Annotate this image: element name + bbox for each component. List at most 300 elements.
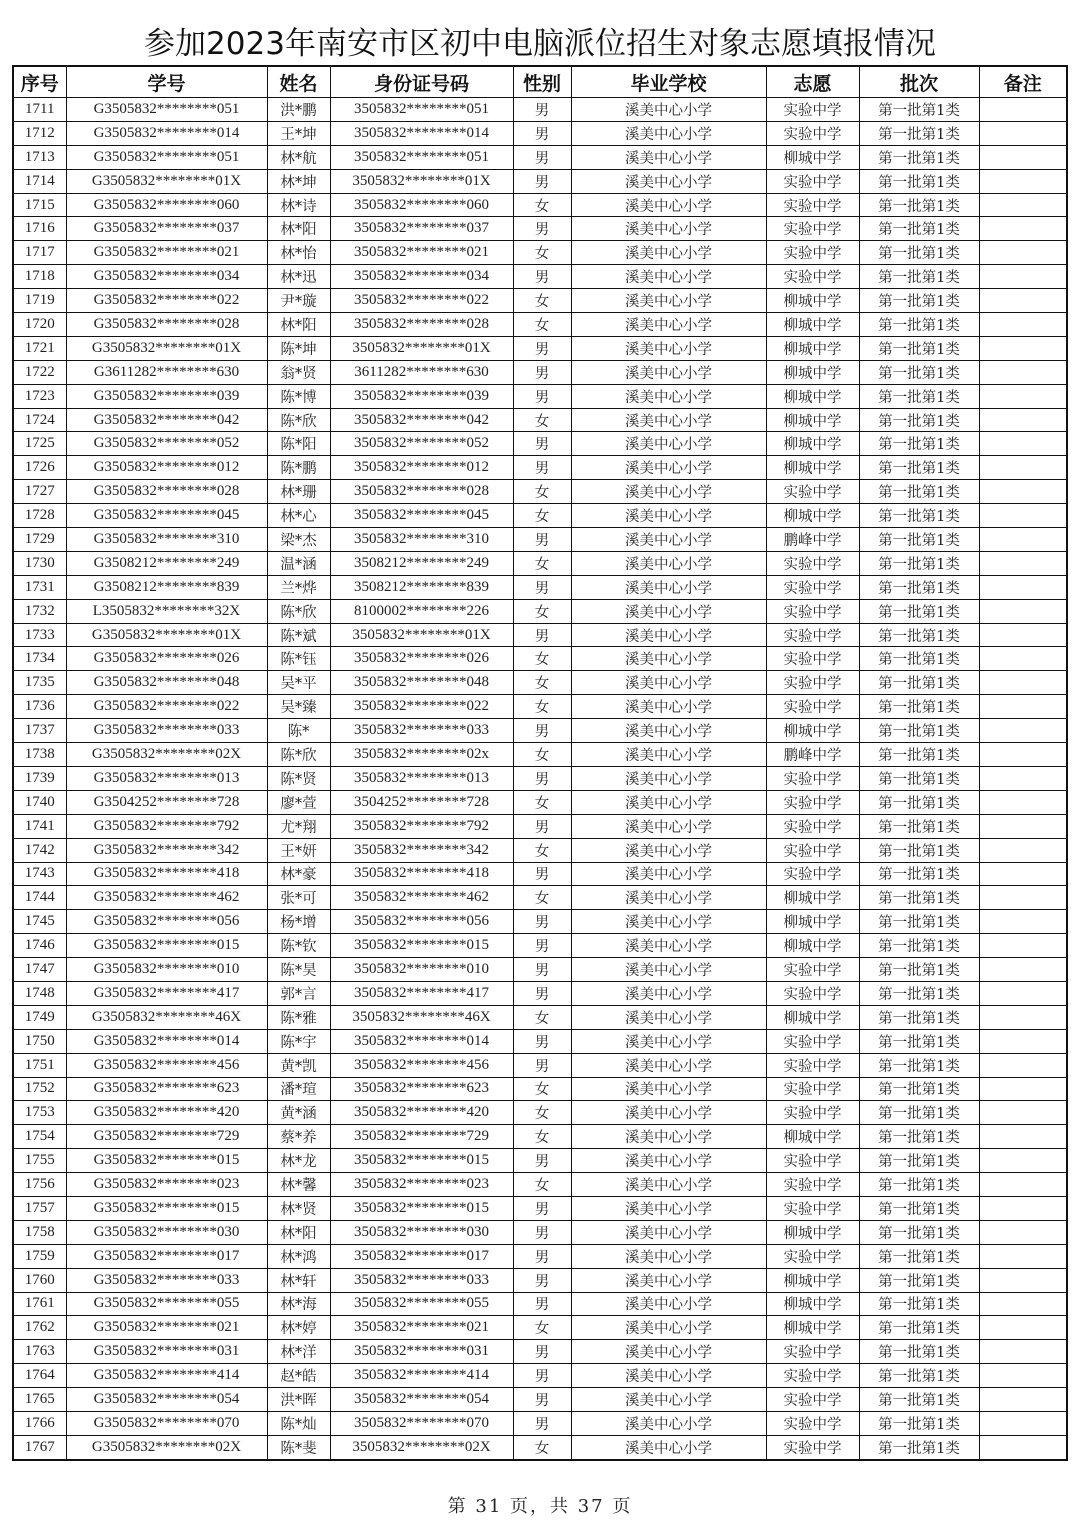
cell-seq: 1716 [13,217,66,241]
cell-batch: 第一批第1类 [859,1196,979,1220]
cell-id-card: 3505832********021 [330,241,513,265]
cell-name: 陈*欣 [267,743,330,767]
cell-seq: 1732 [13,599,66,623]
cell-name: 陈*鹏 [267,456,330,480]
cell-student-id: G3505832********012 [66,456,267,480]
table-row [13,623,1067,647]
cell-choice: 柳城中学 [766,910,859,934]
cell-gender: 男 [513,169,571,193]
cell-remarks [979,958,1067,982]
cell-gender: 男 [513,1411,571,1435]
cell-remarks [979,623,1067,647]
table-row [13,910,1067,934]
cell-choice: 实验中学 [766,575,859,599]
cell-name: 王*坤 [267,121,330,145]
cell-seq: 1739 [13,766,66,790]
cell-seq: 1746 [13,934,66,958]
cell-gender: 男 [513,98,571,122]
cell-school: 溪美中心小学 [571,289,766,313]
cell-name: 尤*翔 [267,814,330,838]
cell-batch: 第一批第1类 [859,98,979,122]
cell-school: 溪美中心小学 [571,1388,766,1412]
cell-choice: 柳城中学 [766,1268,859,1292]
cell-gender: 女 [513,504,571,528]
cell-student-id: G3508212********839 [66,575,267,599]
cell-batch: 第一批第1类 [859,1364,979,1388]
table-row [13,719,1067,743]
cell-name: 黄*涵 [267,1101,330,1125]
cell-batch: 第一批第1类 [859,504,979,528]
cell-gender: 男 [513,719,571,743]
cell-seq: 1734 [13,647,66,671]
cell-seq: 1763 [13,1340,66,1364]
cell-gender: 男 [513,958,571,982]
cell-seq: 1733 [13,623,66,647]
cell-name: 林*馨 [267,1173,330,1197]
cell-id-card: 3505832********418 [330,862,513,886]
cell-id-card: 3505832********022 [330,695,513,719]
cell-name: 陈*雅 [267,1005,330,1029]
cell-student-id: G3505832********042 [66,408,267,432]
table-header-row [13,66,1067,98]
cell-choice: 实验中学 [766,265,859,289]
cell-school: 溪美中心小学 [571,958,766,982]
cell-school: 溪美中心小学 [571,790,766,814]
cell-seq: 1744 [13,886,66,910]
cell-remarks [979,1316,1067,1340]
cell-student-id: G3505832********037 [66,217,267,241]
cell-choice: 实验中学 [766,671,859,695]
table-row [13,1411,1067,1435]
cell-gender: 男 [513,528,571,552]
cell-gender: 男 [513,336,571,360]
cell-id-card: 3505832********013 [330,766,513,790]
cell-remarks [979,1125,1067,1149]
cell-batch: 第一批第1类 [859,934,979,958]
cell-seq: 1766 [13,1411,66,1435]
cell-gender: 女 [513,599,571,623]
cell-school: 溪美中心小学 [571,719,766,743]
cell-batch: 第一批第1类 [859,1077,979,1101]
cell-gender: 女 [513,886,571,910]
cell-seq: 1720 [13,313,66,337]
header-remarks: 备注 [979,66,1067,98]
table-row [13,934,1067,958]
cell-student-id: G3505832********792 [66,814,267,838]
cell-gender: 女 [513,480,571,504]
cell-remarks [979,910,1067,934]
cell-gender: 男 [513,217,571,241]
cell-batch: 第一批第1类 [859,145,979,169]
cell-school: 溪美中心小学 [571,1029,766,1053]
cell-id-card: 3505832********039 [330,384,513,408]
cell-batch: 第一批第1类 [859,336,979,360]
cell-school: 溪美中心小学 [571,886,766,910]
cell-student-id: G3505832********034 [66,265,267,289]
cell-remarks [979,934,1067,958]
cell-remarks [979,1244,1067,1268]
cell-remarks [979,98,1067,122]
cell-seq: 1762 [13,1316,66,1340]
cell-student-id: G3505832********055 [66,1292,267,1316]
cell-student-id: G3508212********249 [66,551,267,575]
cell-gender: 男 [513,934,571,958]
cell-id-card: 3505832********623 [330,1077,513,1101]
cell-student-id: G3505832********02X [66,743,267,767]
cell-id-card: 3505832********034 [330,265,513,289]
cell-choice: 柳城中学 [766,336,859,360]
cell-gender: 男 [513,1388,571,1412]
cell-seq: 1713 [13,145,66,169]
cell-seq: 1753 [13,1101,66,1125]
cell-batch: 第一批第1类 [859,1005,979,1029]
cell-remarks [979,265,1067,289]
cell-seq: 1749 [13,1005,66,1029]
cell-school: 溪美中心小学 [571,743,766,767]
cell-name: 陈*昊 [267,958,330,982]
cell-id-card: 3505832********021 [330,1316,513,1340]
cell-seq: 1712 [13,121,66,145]
cell-choice: 鹏峰中学 [766,743,859,767]
table-row [13,599,1067,623]
cell-batch: 第一批第1类 [859,1125,979,1149]
table-row [13,1101,1067,1125]
cell-seq: 1756 [13,1173,66,1197]
table-row [13,551,1067,575]
cell-school: 溪美中心小学 [571,1149,766,1173]
cell-id-card: 3505832********46X [330,1005,513,1029]
enrollment-table [12,65,1068,1461]
cell-batch: 第一批第1类 [859,886,979,910]
cell-name: 林*龙 [267,1149,330,1173]
cell-gender: 男 [513,265,571,289]
cell-id-card: 3505832********056 [330,910,513,934]
cell-school: 溪美中心小学 [571,623,766,647]
cell-seq: 1721 [13,336,66,360]
cell-choice: 实验中学 [766,981,859,1005]
cell-gender: 男 [513,1268,571,1292]
table-row [13,575,1067,599]
cell-choice: 实验中学 [766,551,859,575]
cell-remarks [979,647,1067,671]
cell-name: 翁*贤 [267,360,330,384]
cell-school: 溪美中心小学 [571,934,766,958]
cell-remarks [979,1053,1067,1077]
cell-student-id: G3505832********028 [66,313,267,337]
cell-seq: 1743 [13,862,66,886]
cell-remarks [979,241,1067,265]
cell-student-id: G3505832********028 [66,480,267,504]
cell-remarks [979,169,1067,193]
cell-gender: 女 [513,1316,571,1340]
cell-name: 温*涵 [267,551,330,575]
cell-gender: 男 [513,1220,571,1244]
cell-choice: 实验中学 [766,862,859,886]
cell-student-id: G3505832********021 [66,241,267,265]
cell-gender: 女 [513,838,571,862]
cell-batch: 第一批第1类 [859,360,979,384]
cell-seq: 1760 [13,1268,66,1292]
cell-student-id: G3505832********039 [66,384,267,408]
cell-school: 溪美中心小学 [571,599,766,623]
cell-remarks [979,289,1067,313]
cell-seq: 1714 [13,169,66,193]
cell-gender: 女 [513,1101,571,1125]
cell-seq: 1729 [13,528,66,552]
cell-choice: 实验中学 [766,838,859,862]
cell-batch: 第一批第1类 [859,981,979,1005]
cell-student-id: G3505832********010 [66,958,267,982]
cell-remarks [979,886,1067,910]
cell-choice: 实验中学 [766,766,859,790]
cell-student-id: G3505832********051 [66,98,267,122]
cell-student-id: G3505832********031 [66,1340,267,1364]
cell-seq: 1750 [13,1029,66,1053]
cell-batch: 第一批第1类 [859,695,979,719]
cell-batch: 第一批第1类 [859,766,979,790]
cell-gender: 男 [513,862,571,886]
table-row [13,958,1067,982]
cell-school: 溪美中心小学 [571,766,766,790]
cell-student-id: G3505832********022 [66,695,267,719]
cell-remarks [979,360,1067,384]
cell-name: 陈*钰 [267,647,330,671]
cell-remarks [979,671,1067,695]
cell-school: 溪美中心小学 [571,1435,766,1459]
cell-school: 溪美中心小学 [571,193,766,217]
cell-school: 溪美中心小学 [571,241,766,265]
cell-id-card: 3508212********839 [330,575,513,599]
cell-choice: 柳城中学 [766,1316,859,1340]
cell-name: 王*妍 [267,838,330,862]
cell-name: 陈*贤 [267,766,330,790]
table-row [13,360,1067,384]
table-row [13,169,1067,193]
cell-id-card: 3505832********037 [330,217,513,241]
cell-name: 林*诗 [267,193,330,217]
cell-school: 溪美中心小学 [571,98,766,122]
cell-choice: 实验中学 [766,695,859,719]
cell-name: 陈*斌 [267,623,330,647]
cell-name: 林*洋 [267,1340,330,1364]
cell-school: 溪美中心小学 [571,1220,766,1244]
cell-remarks [979,1220,1067,1244]
cell-school: 溪美中心小学 [571,456,766,480]
cell-seq: 1765 [13,1388,66,1412]
cell-batch: 第一批第1类 [859,265,979,289]
cell-gender: 女 [513,1077,571,1101]
cell-name: 陈*钦 [267,934,330,958]
cell-batch: 第一批第1类 [859,432,979,456]
cell-remarks [979,838,1067,862]
cell-choice: 实验中学 [766,1435,859,1459]
cell-name: 杨*增 [267,910,330,934]
cell-batch: 第一批第1类 [859,456,979,480]
cell-name: 洪*晖 [267,1388,330,1412]
cell-school: 溪美中心小学 [571,1101,766,1125]
cell-id-card: 3505832********026 [330,647,513,671]
cell-remarks [979,814,1067,838]
cell-gender: 男 [513,910,571,934]
cell-choice: 柳城中学 [766,360,859,384]
header-name: 姓名 [267,66,330,98]
table-row [13,1029,1067,1053]
cell-seq: 1725 [13,432,66,456]
cell-choice: 实验中学 [766,1173,859,1197]
cell-choice: 柳城中学 [766,719,859,743]
cell-id-card: 3505832********051 [330,98,513,122]
table-row [13,743,1067,767]
cell-remarks [979,1364,1067,1388]
table-row [13,456,1067,480]
cell-batch: 第一批第1类 [859,1173,979,1197]
cell-school: 溪美中心小学 [571,384,766,408]
cell-gender: 女 [513,695,571,719]
cell-gender: 女 [513,408,571,432]
cell-id-card: 3505832********462 [330,886,513,910]
table-row [13,217,1067,241]
cell-gender: 男 [513,981,571,1005]
cell-id-card: 3508212********249 [330,551,513,575]
cell-batch: 第一批第1类 [859,910,979,934]
cell-batch: 第一批第1类 [859,1340,979,1364]
cell-choice: 实验中学 [766,958,859,982]
cell-remarks [979,1005,1067,1029]
cell-name: 梁*杰 [267,528,330,552]
cell-seq: 1726 [13,456,66,480]
cell-school: 溪美中心小学 [571,575,766,599]
cell-gender: 男 [513,1340,571,1364]
cell-gender: 女 [513,647,571,671]
cell-school: 溪美中心小学 [571,313,766,337]
cell-gender: 女 [513,551,571,575]
cell-remarks [979,384,1067,408]
cell-batch: 第一批第1类 [859,1268,979,1292]
table-row [13,313,1067,337]
cell-seq: 1761 [13,1292,66,1316]
cell-gender: 男 [513,432,571,456]
cell-remarks [979,1196,1067,1220]
document-title: 参加2023年南安市区初中电脑派位招生对象志愿填报情况 [144,26,936,62]
cell-seq: 1724 [13,408,66,432]
cell-remarks [979,313,1067,337]
cell-school: 溪美中心小学 [571,528,766,552]
cell-seq: 1742 [13,838,66,862]
cell-remarks [979,217,1067,241]
cell-seq: 1735 [13,671,66,695]
cell-choice: 实验中学 [766,1411,859,1435]
cell-remarks [979,599,1067,623]
cell-id-card: 3504252********728 [330,790,513,814]
cell-id-card: 3505832********729 [330,1125,513,1149]
cell-student-id: G3505832********418 [66,862,267,886]
cell-gender: 男 [513,1196,571,1220]
cell-student-id: G3505832********310 [66,528,267,552]
cell-remarks [979,575,1067,599]
cell-name: 林*阳 [267,217,330,241]
cell-student-id: G3505832********048 [66,671,267,695]
cell-school: 溪美中心小学 [571,480,766,504]
cell-seq: 1727 [13,480,66,504]
cell-name: 陈*灿 [267,1411,330,1435]
cell-name: 林*阳 [267,1220,330,1244]
cell-student-id: G3505832********414 [66,1364,267,1388]
cell-gender: 女 [513,241,571,265]
cell-gender: 男 [513,1292,571,1316]
header-batch: 批次 [859,66,979,98]
cell-seq: 1759 [13,1244,66,1268]
cell-batch: 第一批第1类 [859,528,979,552]
cell-school: 溪美中心小学 [571,862,766,886]
cell-remarks [979,790,1067,814]
cell-batch: 第一批第1类 [859,1292,979,1316]
cell-choice: 实验中学 [766,647,859,671]
cell-seq: 1719 [13,289,66,313]
cell-student-id: G3505832********420 [66,1101,267,1125]
cell-remarks [979,981,1067,1005]
cell-name: 林*婷 [267,1316,330,1340]
cell-seq: 1745 [13,910,66,934]
header-student-id: 学号 [66,66,267,98]
cell-id-card: 3505832********012 [330,456,513,480]
table-row [13,1077,1067,1101]
table-row [13,1173,1067,1197]
cell-batch: 第一批第1类 [859,599,979,623]
cell-id-card: 3505832********048 [330,671,513,695]
cell-batch: 第一批第1类 [859,790,979,814]
cell-remarks [979,1077,1067,1101]
cell-gender: 女 [513,1173,571,1197]
cell-batch: 第一批第1类 [859,575,979,599]
cell-school: 溪美中心小学 [571,1077,766,1101]
cell-remarks [979,1411,1067,1435]
cell-remarks [979,1029,1067,1053]
cell-gender: 男 [513,1244,571,1268]
table-row [13,1340,1067,1364]
cell-student-id: G3504252********728 [66,790,267,814]
cell-id-card: 3505832********310 [330,528,513,552]
cell-choice: 实验中学 [766,1101,859,1125]
cell-choice: 柳城中学 [766,313,859,337]
cell-name: 陈*欣 [267,408,330,432]
cell-school: 溪美中心小学 [571,647,766,671]
cell-batch: 第一批第1类 [859,1149,979,1173]
cell-remarks [979,743,1067,767]
cell-remarks [979,336,1067,360]
cell-batch: 第一批第1类 [859,193,979,217]
table-row [13,1220,1067,1244]
cell-student-id: G3505832********060 [66,193,267,217]
cell-name: 郭*言 [267,981,330,1005]
cell-id-card: 3505832********030 [330,1220,513,1244]
cell-name: 陈*欣 [267,599,330,623]
cell-gender: 男 [513,1149,571,1173]
cell-school: 溪美中心小学 [571,981,766,1005]
cell-choice: 实验中学 [766,1364,859,1388]
cell-id-card: 3505832********015 [330,1149,513,1173]
cell-batch: 第一批第1类 [859,1220,979,1244]
cell-remarks [979,193,1067,217]
cell-id-card: 3505832********417 [330,981,513,1005]
cell-gender: 女 [513,790,571,814]
table-row [13,647,1067,671]
cell-remarks [979,480,1067,504]
header-seq: 序号 [13,66,66,98]
cell-id-card: 3505832********01X [330,169,513,193]
cell-student-id: G3611282********630 [66,360,267,384]
cell-seq: 1715 [13,193,66,217]
cell-batch: 第一批第1类 [859,862,979,886]
